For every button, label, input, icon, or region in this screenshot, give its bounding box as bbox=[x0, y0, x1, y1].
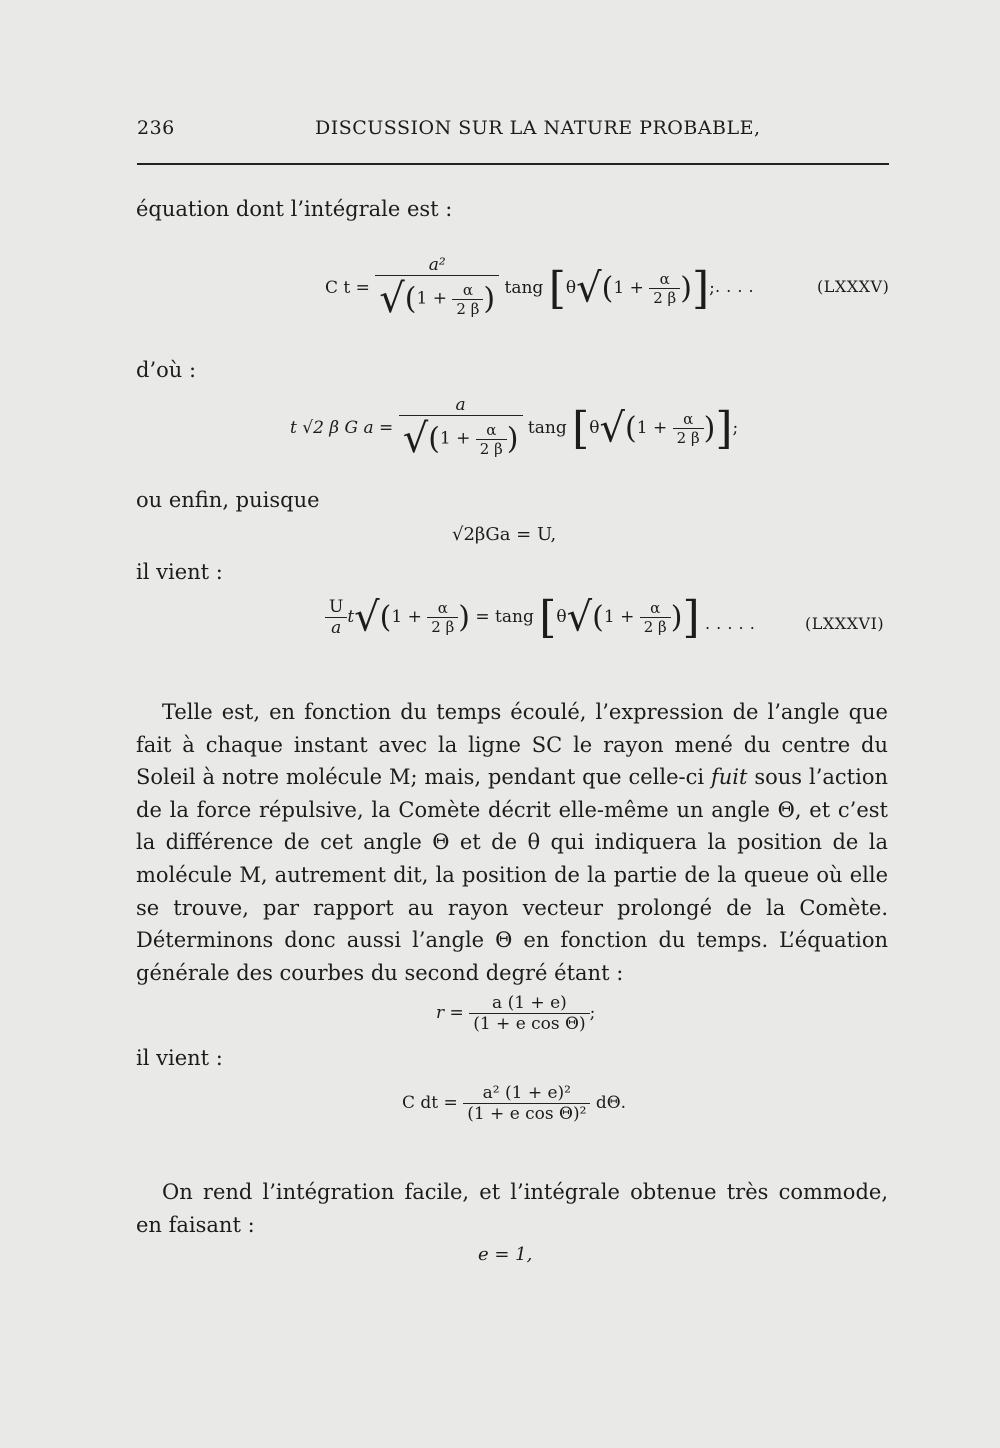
eq86-t: t bbox=[347, 607, 355, 627]
eqr-denominator: (1 + e cos Θ) bbox=[469, 1013, 589, 1034]
eqcdt-numerator: a² (1 + e)² bbox=[482, 1083, 571, 1103]
equation-e: e = 1, bbox=[478, 1244, 533, 1265]
eq86-eq-tang: = tang bbox=[475, 607, 534, 627]
equation-lxxxvi: $\frac{U}{a}$ t√(1 + $\frac{\alpha}{2 \beta}$ ) = tang [θ√(1 + $\frac{\alpha}{2 \beta}$ )] bbox=[325, 592, 700, 643]
eqr-lhs: r = bbox=[436, 1003, 464, 1023]
running-title: DISCUSSION SUR LA NATURE PROBABLE, bbox=[315, 117, 761, 139]
eq86-u: U bbox=[329, 597, 344, 617]
equation-lxxxv: C t = a² √(1 + $\frac{\alpha}{2 \beta}$ ) tang [θ√(1 + $\frac{\alpha}{2 \beta}$ )]; bbox=[325, 255, 715, 322]
eqr-end: ; bbox=[589, 1003, 596, 1023]
header-rule bbox=[137, 163, 889, 165]
paragraph1-part1: Telle est, en fonction du temps écoulé, l’expression de l’angle que fait à chaque instant avec la ligne SC le rayon mené du centre du Soleil à notre molécule M; mais, pendant que celle-ci bbox=[136, 700, 888, 790]
il-vient-line-2: il vient : bbox=[136, 1046, 223, 1070]
running-header bbox=[137, 113, 889, 147]
equation-t-sqrt: t √2 β G a = a √(1 + $\frac{\alpha}{2 \beta}$ ) tang [θ√(1 + $\frac{\alpha}{2 \beta}$ )]; bbox=[290, 395, 739, 462]
eq85-tang: tang bbox=[504, 278, 544, 298]
eq85-two-beta: 2 β bbox=[452, 299, 483, 318]
eq86-dots: . . . . . bbox=[705, 614, 756, 633]
eqcdt-lhs: C dt = bbox=[402, 1093, 458, 1113]
intro-line: équation dont l’intégrale est : bbox=[136, 197, 453, 221]
eq85-lhs: C t = bbox=[325, 278, 370, 298]
il-vient-line-1: il vient : bbox=[136, 560, 223, 584]
equation-label-lxxxv: (LXXXV) bbox=[817, 277, 890, 296]
eq85-numerator: a² bbox=[428, 255, 446, 275]
eq85-alpha: α bbox=[462, 280, 473, 299]
paragraph2-text: On rend l’intégration facile, et l’intégrale obtenue très commode, en faisant : bbox=[136, 1180, 888, 1237]
paragraph1-italic: fuit bbox=[711, 765, 748, 790]
eqb-fraction bbox=[399, 395, 523, 462]
eqb-theta: θ bbox=[589, 418, 600, 438]
eqb-tang: tang bbox=[527, 418, 567, 438]
paragraph-telle-est bbox=[136, 696, 888, 989]
eq86-a: a bbox=[325, 617, 347, 638]
eq85-theta: θ bbox=[565, 278, 577, 298]
eq86-u-over-a bbox=[325, 597, 347, 638]
eqb-numerator: a bbox=[455, 395, 466, 415]
eqb-lhs: t √2 β G a = bbox=[290, 418, 394, 438]
equation-r bbox=[436, 993, 595, 1034]
equation-cdt bbox=[402, 1083, 626, 1124]
eq86-theta: θ bbox=[556, 607, 567, 627]
dou-line: d’où : bbox=[136, 358, 197, 382]
eqr-numerator: a (1 + e) bbox=[492, 993, 567, 1013]
eqb-denominator: √(1 + $\frac{\alpha}{2 \beta}$ ) bbox=[399, 415, 523, 462]
paragraph1-part2: sous l’action de la force répulsive, la Comète décrit elle-même un angle Θ, et c’est la différence de cet angle Θ et de θ qui indiquera la position de la molécule M, autrement dit, la position de la partie de la queue où elle se trouve, par rapport au rayon vecteur prolongé de la Comète. Déterminons donc aussi l’angle Θ en fonction du temps. L’équation générale des courbes du second degré étant : bbox=[136, 765, 888, 985]
equation-u: √2βGa = U, bbox=[452, 524, 557, 545]
eq85-denominator: √(1 + $\frac{\alpha}{2 \beta}$ ) bbox=[375, 275, 499, 322]
eq85-inner: 1 + bbox=[416, 288, 447, 309]
ou-enfin-line: ou enfin, puisque bbox=[136, 488, 320, 512]
paragraph-on-rend bbox=[136, 1176, 888, 1241]
eq85-end: ; bbox=[709, 278, 715, 298]
eqcdt-denominator: (1 + e cos Θ)² bbox=[463, 1103, 590, 1124]
eqb-end: ; bbox=[732, 418, 739, 438]
eq85-fraction bbox=[375, 255, 499, 322]
page-number: 236 bbox=[137, 117, 175, 139]
eq85-dots: . . . . bbox=[715, 277, 755, 296]
equation-label-lxxxvi: (LXXXVI) bbox=[805, 614, 885, 633]
eqcdt-end: dΘ. bbox=[595, 1093, 627, 1113]
